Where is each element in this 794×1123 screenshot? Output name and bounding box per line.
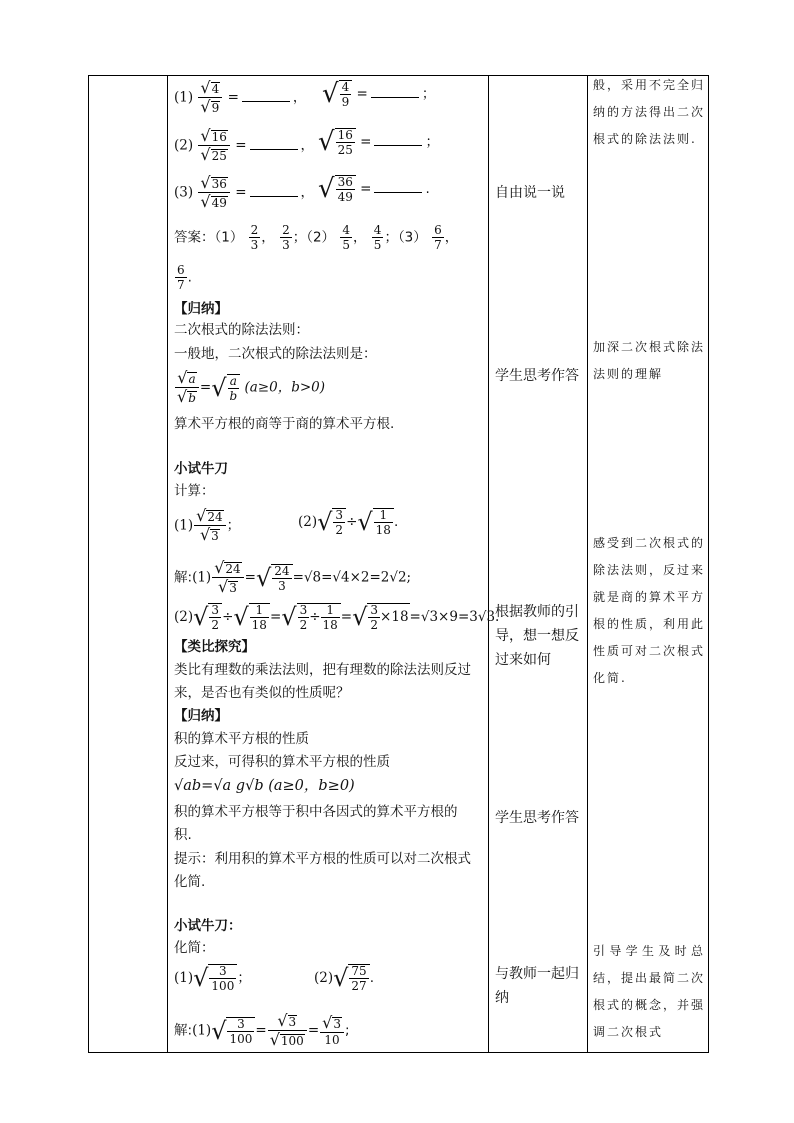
summary-1-heading: 【归纳】 <box>174 301 228 317</box>
try-1-intro: 计算： <box>174 483 215 499</box>
try-1-heading: 小试牛刀 <box>174 461 228 477</box>
table-divider-1 <box>167 75 168 1053</box>
product-rule-formula: √ab=√a g√b (a≥0，b≥0) <box>174 778 355 794</box>
summary-2-heading: 【归纳】 <box>174 708 228 724</box>
analogy-text-2: 来，是否也有类似的性质呢？ <box>174 685 350 701</box>
exercise-3b: √ $\frac{36}{49}$ = . <box>318 174 430 204</box>
exercise-2-label: (2) <box>174 137 194 154</box>
intent-note-2: 加深二次根式除法法则的理解 <box>593 340 706 381</box>
try-2-intro: 化简： <box>174 940 215 956</box>
table-divider-3 <box>587 75 588 1053</box>
activity-free-talk: 自由说一说 <box>495 185 565 201</box>
answer-blank <box>374 135 422 146</box>
exercise-1b: √ $\frac{4}{9}$ = ； <box>322 79 436 109</box>
intent-note-1: 般，采用不完全归纳的方法得出二次根式的除法法则. <box>593 78 706 146</box>
activity-follow-teacher: 根据教师的引导，想一想反过来如何 <box>495 604 579 668</box>
try-2-problem-1: (1)√ $\frac{3}{100}$ ； <box>174 964 251 993</box>
fraction-sqrt16-over-sqrt25: $\frac{√16}{√25}$ <box>198 128 229 163</box>
hint-line-1: 提示：利用积的算术平方根的性质可以对二次根式 <box>174 851 471 867</box>
try-2-heading: 小试牛刀： <box>174 918 242 934</box>
table-border-right <box>708 75 709 1053</box>
summary-2-line-1: 积的算术平方根的性质 <box>174 731 309 747</box>
answer-blank <box>250 139 298 150</box>
activity-student-answer-2: 学生思考作答 <box>495 810 579 826</box>
summary-2-line-4: 积. <box>174 827 192 843</box>
summary-2-line-3: 积的算术平方根等于积中各因式的算术平方根的 <box>174 804 458 820</box>
try-2-problem-2: (2)√ $\frac{75}{27}$ . <box>314 964 374 993</box>
division-rule-formula: $\frac{√a}{√b}$ =√ $\frac{a}{b}$ (a≥0，b>0) <box>177 368 326 406</box>
try-1-solution-1: 解:(1) $\frac{√24}{√3}$ =√ $\frac{24}{3}$ =√8=√4×2=2√2; <box>174 558 412 596</box>
try-1-solution-2: (2)√ $\frac{3}{2}$ ÷√ $\frac{1}{18}$ =√ $\frac{3}{2}$ ÷ $\frac{1}{18}$ =√ $\frac{3}{2}$ ×18=√3×9=3√3. <box>174 603 500 632</box>
try-1-problem-2: (2)√ $\frac{3}{2}$ ÷√ $\frac{1}{18}$ . <box>298 508 399 537</box>
table-border-left <box>88 75 89 1053</box>
intent-note-4: 引导学生及时总结，提出最简二次根式的概念，并强调二次根式 <box>593 944 706 1039</box>
activity-summarize-with-teacher: 与教师一起归纳 <box>495 966 579 1006</box>
exercise-3-label: (3) <box>174 184 194 201</box>
hint-line-2: 化简. <box>174 874 206 890</box>
exercise-1-label: (1) <box>174 89 194 106</box>
fraction-sqrt36-over-sqrt49: $\frac{√36}{√49}$ <box>198 175 229 210</box>
summary-1-line-1: 二次根式的除法法则： <box>174 322 309 338</box>
table-border-bottom <box>88 1052 709 1053</box>
try-1-problem-1: (1) $\frac{√24}{√3}$ ； <box>174 506 241 544</box>
answer-blank <box>242 91 290 102</box>
exercise-2: (2) $\frac{√16}{√25}$ = ， <box>174 126 315 164</box>
table-divider-2 <box>488 75 489 1053</box>
answers-line: 答案：（1） $\frac{2}{3}$ ， $\frac{2}{3}$ ；（2） $\frac{4}{5}$ ， $\frac{4}{5}$ ；（3） $\frac{6}{7}$ ， <box>174 223 459 252</box>
try-2-solution-1: 解:(1)√ $\frac{3}{100}$ = $\frac{√3}{√100}$ = $\frac{√3}{10}$ ; <box>174 1011 350 1049</box>
exercise-3: (3) $\frac{√36}{√49}$ = ， <box>174 173 315 211</box>
intent-note-3: 感受到二次根式的除法法则，反过来就是商的算术平方根的性质，利用此性质可对二次根式化简. <box>593 536 706 685</box>
answer-blank <box>374 182 422 193</box>
answer-blank <box>250 186 298 197</box>
summary-1-line-3: 算术平方根的商等于商的算术平方根. <box>174 416 395 432</box>
exercise-2b: √ $\frac{16}{25}$ = ； <box>318 127 439 157</box>
answer-blank <box>371 87 419 98</box>
activity-student-answer-1: 学生思考作答 <box>495 368 579 384</box>
analogy-heading: 【类比探究】 <box>174 639 255 655</box>
summary-1-line-2: 一般地，二次根式的除法法则是： <box>174 346 377 362</box>
answers-line-2: $\frac{6}{7}$ . <box>177 263 192 292</box>
fraction-sqrt4-over-sqrt9: $\frac{√4}{√9}$ <box>198 80 222 115</box>
exercise-1: (1) $\frac{√4}{√9}$ = ， <box>174 78 307 116</box>
analogy-text-1: 类比有理数的乘法法则，把有理数的除法法则反过 <box>174 662 471 678</box>
summary-2-line-2: 反过来，可得积的算术平方根的性质 <box>174 754 390 770</box>
